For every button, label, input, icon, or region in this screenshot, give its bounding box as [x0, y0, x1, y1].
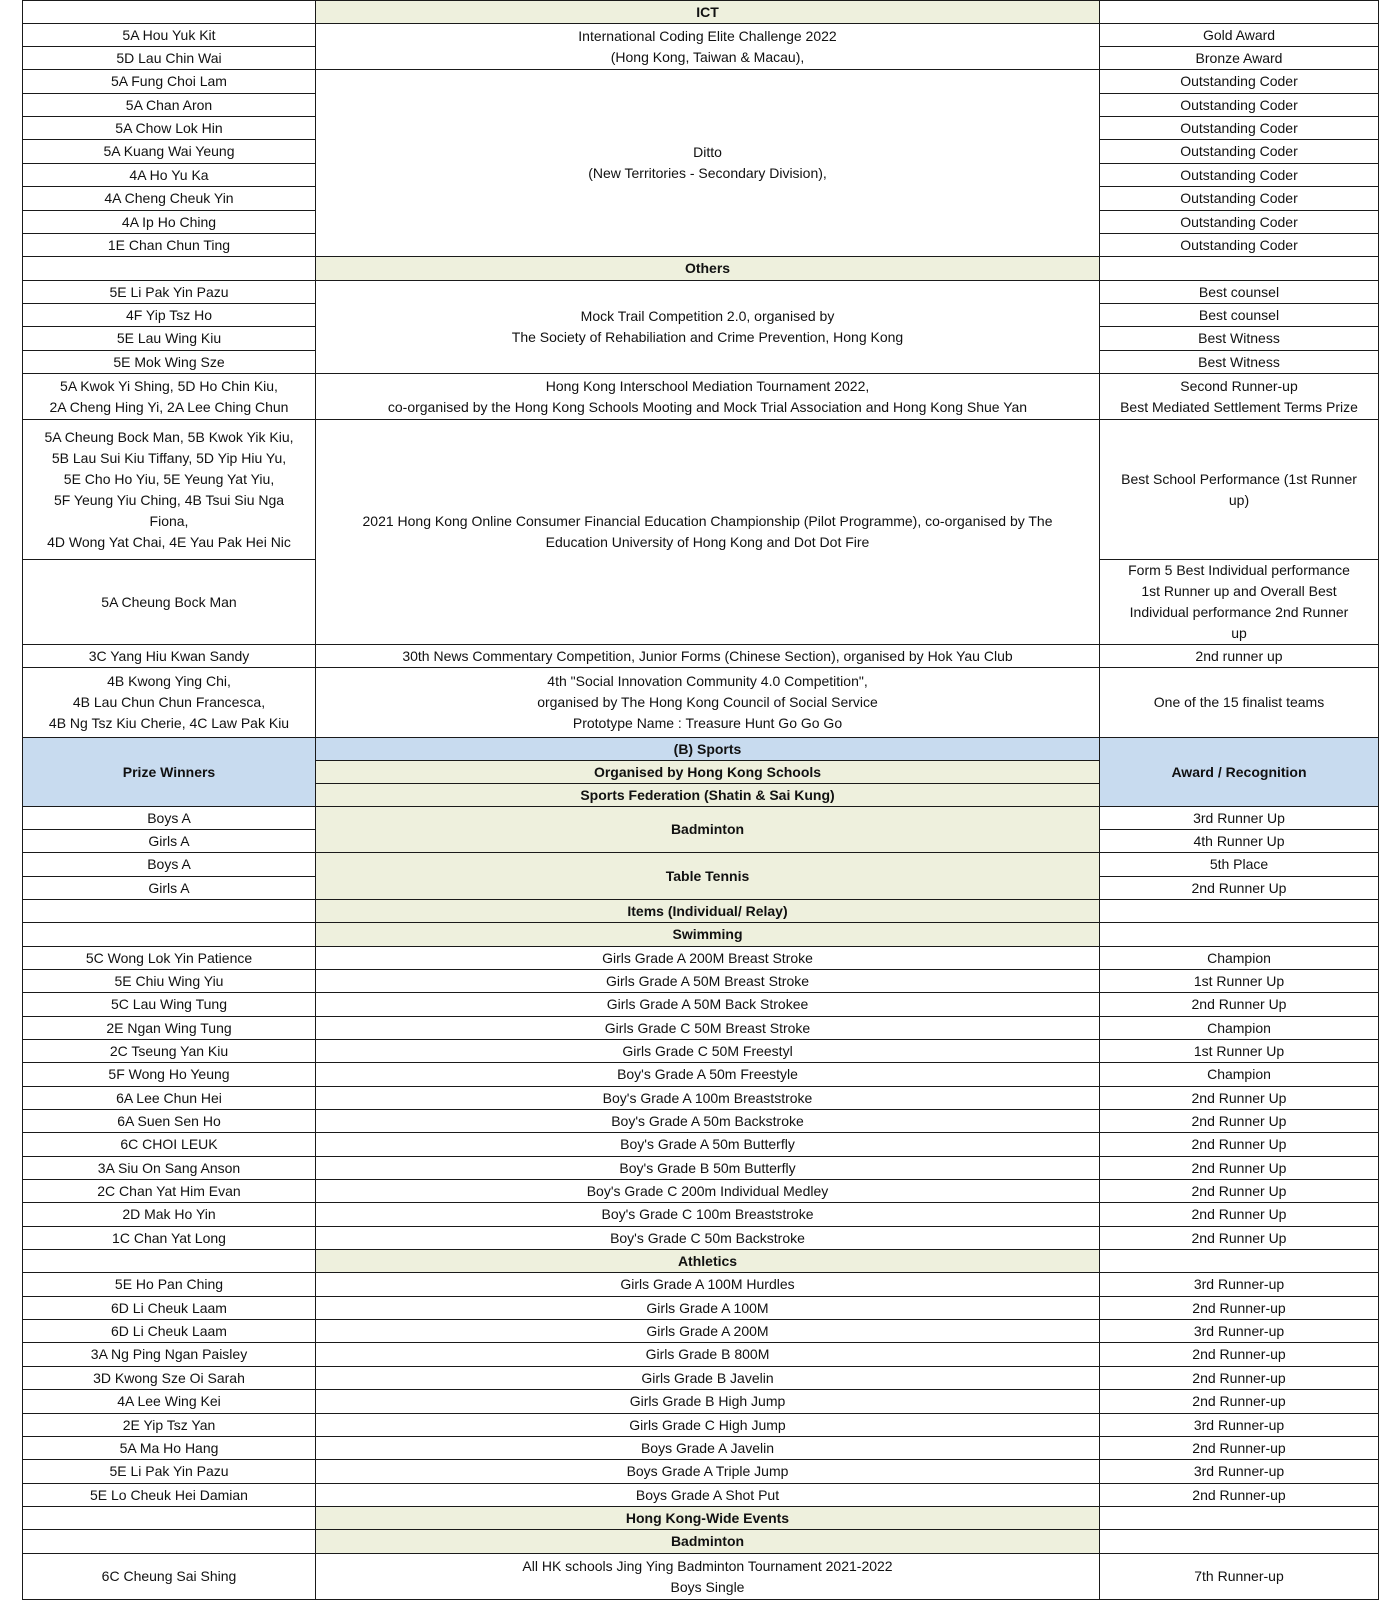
awards-table [22, 0, 1379, 1600]
table-row [23, 1320, 1379, 1343]
table-row [23, 923, 1379, 947]
table-row [23, 993, 1379, 1017]
table-cell: 2nd Runner Up [1100, 1227, 1379, 1250]
table-cell: (B) Sports [316, 738, 1100, 761]
table-cell: 2nd Runner-up [1100, 1484, 1379, 1507]
table-row [23, 1297, 1379, 1320]
table-row [23, 738, 1379, 761]
table-cell: 3A Siu On Sang Anson [23, 1157, 316, 1180]
table-cell: Outstanding Coder [1100, 164, 1379, 187]
table-cell: 2nd Runner-up [1100, 1367, 1379, 1390]
table-row [23, 807, 1379, 830]
table-cell: 5E Lo Cheuk Hei Damian [23, 1484, 316, 1507]
table-cell: Girls Grade A 50M Breast Stroke [316, 970, 1100, 993]
table-cell: Best Witness [1100, 351, 1379, 374]
table-cell: Others [316, 257, 1100, 281]
table-cell: 5E Li Pak Yin Pazu [23, 281, 316, 304]
table-cell: Outstanding Coder [1100, 140, 1379, 164]
table-cell: Second Runner-up Best Mediated Settlement Terms Prize [1100, 374, 1379, 420]
table-cell: Hong Kong Interschool Mediation Tournament 2022, co-organised by the Hong Kong Schools Mooting and Mock Trial Association and Hong Kong Shue Yan [316, 374, 1100, 420]
table-cell: Girls Grade B Javelin [316, 1367, 1100, 1390]
table-cell: Boy's Grade A 100m Breaststroke [316, 1087, 1100, 1110]
table-cell: Girls Grade A 200M Breast Stroke [316, 947, 1100, 970]
table-cell: Badminton [316, 807, 1100, 853]
table-cell: 2nd runner up [1100, 645, 1379, 668]
table-cell: Best Witness [1100, 327, 1379, 351]
table-cell: Form 5 Best Individual performance 1st Runner up and Overall Best Individual performance 2nd Runner up [1100, 560, 1379, 645]
table-cell: 4B Kwong Ying Chi, 4B Lau Chun Chun Francesca, 4B Ng Tsz Kiu Cherie, 4C Law Pak Kiu [23, 668, 316, 738]
table-cell: Gold Award [1100, 24, 1379, 47]
table-row [23, 1180, 1379, 1203]
table-cell: 4A Ip Ho Ching [23, 211, 316, 234]
table-row [23, 1414, 1379, 1437]
table-cell: Items (Individual/ Relay) [316, 900, 1100, 923]
table-row [23, 1554, 1379, 1600]
table-cell: 5E Lau Wing Kiu [23, 327, 316, 351]
table-cell [1100, 1, 1379, 24]
table-row [23, 374, 1379, 420]
table-cell: 3rd Runner-up [1100, 1460, 1379, 1484]
table-row [23, 668, 1379, 738]
table-row [23, 281, 1379, 304]
table-row [23, 1, 1379, 24]
table-cell: Hong Kong-Wide Events [316, 1507, 1100, 1530]
table-row [23, 1460, 1379, 1484]
table-cell: Organised by Hong Kong Schools [316, 761, 1100, 784]
table-row [23, 1250, 1379, 1273]
table-cell: 5A Kwok Yi Shing, 5D Ho Chin Kiu, 2A Cheng Hing Yi, 2A Lee Ching Chun [23, 374, 316, 420]
table-row [23, 1390, 1379, 1414]
table-cell: 1C Chan Yat Long [23, 1227, 316, 1250]
table-cell: 2nd Runner Up [1100, 993, 1379, 1017]
table-cell: 1st Runner Up [1100, 1040, 1379, 1063]
table-cell: Girls Grade A 100M Hurdles [316, 1273, 1100, 1297]
table-cell: 6D Li Cheuk Laam [23, 1297, 316, 1320]
table-cell: 2nd Runner Up [1100, 1203, 1379, 1227]
table-cell: International Coding Elite Challenge 2022 (Hong Kong, Taiwan & Macau), [316, 24, 1100, 70]
table-cell: 5A Cheung Bock Man, 5B Kwok Yik Kiu, 5B Lau Sui Kiu Tiffany, 5D Yip Hiu Yu, 5E Cho Ho Yiu, 5E Yeung Yat Yiu, 5F Yeung Yiu Ching, 4B Tsui Siu Nga Fiona, 4D Wong Yat Chai, 4E Yau Pak Hei Nic [23, 420, 316, 560]
table-cell [1100, 923, 1379, 947]
table-row [23, 24, 1379, 47]
table-cell: 2E Ngan Wing Tung [23, 1017, 316, 1040]
table-row [23, 1087, 1379, 1110]
table-cell: 2nd Runner-up [1100, 1437, 1379, 1460]
table-cell: 3A Ng Ping Ngan Paisley [23, 1343, 316, 1367]
table-cell: Best counsel [1100, 304, 1379, 327]
table-row [23, 970, 1379, 993]
table-cell [1100, 1250, 1379, 1273]
table-cell: 6D Li Cheuk Laam [23, 1320, 316, 1343]
table-cell: Boy's Grade C 100m Breaststroke [316, 1203, 1100, 1227]
table-row [23, 1484, 1379, 1507]
table-cell: 3rd Runner-up [1100, 1414, 1379, 1437]
table-cell: Badminton [316, 1530, 1100, 1554]
table-cell: 3rd Runner-up [1100, 1273, 1379, 1297]
table-cell: 3rd Runner Up [1100, 807, 1379, 830]
table-cell: Sports Federation (Shatin & Sai Kung) [316, 784, 1100, 807]
table-cell: Award / Recognition [1100, 738, 1379, 807]
table-row [23, 1133, 1379, 1157]
table-cell: 5E Chiu Wing Yiu [23, 970, 316, 993]
table-cell [23, 257, 316, 281]
table-cell: Girls A [23, 877, 316, 900]
table-cell: 6C CHOI LEUK [23, 1133, 316, 1157]
table-cell: Champion [1100, 1063, 1379, 1087]
table-cell: 1st Runner Up [1100, 970, 1379, 993]
table-cell: 5A Chow Lok Hin [23, 117, 316, 140]
table-row [23, 1507, 1379, 1530]
table-cell: Outstanding Coder [1100, 187, 1379, 211]
table-row [23, 1157, 1379, 1180]
table-cell: Outstanding Coder [1100, 70, 1379, 94]
table-cell: 2D Mak Ho Yin [23, 1203, 316, 1227]
table-cell: 6C Cheung Sai Shing [23, 1554, 316, 1600]
table-cell [23, 1250, 316, 1273]
table-cell: 4F Yip Tsz Ho [23, 304, 316, 327]
table-cell: Ditto (New Territories - Secondary Division), [316, 70, 1100, 257]
table-cell [23, 1, 316, 24]
table-cell [1100, 257, 1379, 281]
table-cell: 4A Cheng Cheuk Yin [23, 187, 316, 211]
table-cell: 5E Li Pak Yin Pazu [23, 1460, 316, 1484]
table-cell: Outstanding Coder [1100, 234, 1379, 257]
table-cell: Boy's Grade C 50m Backstroke [316, 1227, 1100, 1250]
table-row [23, 70, 1379, 94]
table-row [23, 853, 1379, 877]
table-cell: Girls Grade B 800M [316, 1343, 1100, 1367]
table-row [23, 1367, 1379, 1390]
table-cell: Boy's Grade B 50m Butterfly [316, 1157, 1100, 1180]
table-row [23, 1530, 1379, 1554]
table-cell: 5th Place [1100, 853, 1379, 877]
table-cell: 2nd Runner Up [1100, 1087, 1379, 1110]
table-cell: Girls Grade B High Jump [316, 1390, 1100, 1414]
table-cell: Girls Grade A 100M [316, 1297, 1100, 1320]
table-cell: 1E Chan Chun Ting [23, 234, 316, 257]
table-row [23, 1437, 1379, 1460]
table-cell: 5A Cheung Bock Man [23, 560, 316, 645]
table-row [23, 1227, 1379, 1250]
table-cell: 5A Ma Ho Hang [23, 1437, 316, 1460]
table-cell: ICT [316, 1, 1100, 24]
table-cell: 5A Kuang Wai Yeung [23, 140, 316, 164]
table-cell: 5C Lau Wing Tung [23, 993, 316, 1017]
table-cell: 2nd Runner Up [1100, 1110, 1379, 1133]
table-row [23, 900, 1379, 923]
table-cell: 2nd Runner Up [1100, 1157, 1379, 1180]
table-cell: Boy's Grade A 50m Backstroke [316, 1110, 1100, 1133]
table-row [23, 257, 1379, 281]
table-cell: Prize Winners [23, 738, 316, 807]
table-cell: Outstanding Coder [1100, 94, 1379, 117]
table-cell: Best counsel [1100, 281, 1379, 304]
table-cell: Swimming [316, 923, 1100, 947]
table-cell: Girls Grade C 50M Freestyl [316, 1040, 1100, 1063]
table-cell: Boys Grade A Triple Jump [316, 1460, 1100, 1484]
table-cell [1100, 900, 1379, 923]
table-cell [23, 900, 316, 923]
table-cell: 5A Fung Choi Lam [23, 70, 316, 94]
table-cell: 2nd Runner-up [1100, 1297, 1379, 1320]
table-cell [1100, 1507, 1379, 1530]
table-row [23, 1343, 1379, 1367]
table-cell: Best School Performance (1st Runner up) [1100, 420, 1379, 560]
table-cell: 5E Mok Wing Sze [23, 351, 316, 374]
table-cell: Outstanding Coder [1100, 211, 1379, 234]
table-cell: 6A Suen Sen Ho [23, 1110, 316, 1133]
table-cell: Bronze Award [1100, 47, 1379, 70]
table-row [23, 1110, 1379, 1133]
table-cell: 6A Lee Chun Hei [23, 1087, 316, 1110]
table-cell: 5A Hou Yuk Kit [23, 24, 316, 47]
table-cell: 5D Lau Chin Wai [23, 47, 316, 70]
table-cell: 4A Lee Wing Kei [23, 1390, 316, 1414]
table-cell: 2021 Hong Kong Online Consumer Financial Education Championship (Pilot Programme), co-organised by The Education University of Hong Kong and Dot Dot Fire [316, 420, 1100, 645]
table-cell: 7th Runner-up [1100, 1554, 1379, 1600]
table-cell: 4th "Social Innovation Community 4.0 Competition", organised by The Hong Kong Council of Social Service Prototype Name : Treasure Hunt Go Go Go [316, 668, 1100, 738]
table-cell: 4A Ho Yu Ka [23, 164, 316, 187]
table-cell: Boys A [23, 807, 316, 830]
table-cell: Girls Grade A 200M [316, 1320, 1100, 1343]
table-row [23, 1040, 1379, 1063]
table-row [23, 947, 1379, 970]
table-cell: Girls Grade A 50M Back Strokee [316, 993, 1100, 1017]
table-row [23, 420, 1379, 560]
table-cell: Boys Grade A Shot Put [316, 1484, 1100, 1507]
table-cell: 5F Wong Ho Yeung [23, 1063, 316, 1087]
table-cell [23, 923, 316, 947]
table-cell [23, 1530, 316, 1554]
table-cell: 2nd Runner-up [1100, 1343, 1379, 1367]
table-cell: 5C Wong Lok Yin Patience [23, 947, 316, 970]
table-cell: Girls Grade C 50M Breast Stroke [316, 1017, 1100, 1040]
table-cell: 2nd Runner Up [1100, 877, 1379, 900]
table-cell: One of the 15 finalist teams [1100, 668, 1379, 738]
table-cell: Girls A [23, 830, 316, 853]
table-cell: 2nd Runner-up [1100, 1390, 1379, 1414]
table-cell: 30th News Commentary Competition, Junior Forms (Chinese Section), organised by Hok Yau Club [316, 645, 1100, 668]
awards-table-body [23, 1, 1379, 1600]
table-cell: Mock Trail Competition 2.0, organised by The Society of Rehabiliation and Crime Prevention, Hong Kong [316, 281, 1100, 374]
table-cell: Athletics [316, 1250, 1100, 1273]
table-cell: All HK schools Jing Ying Badminton Tournament 2021-2022 Boys Single [316, 1554, 1100, 1600]
table-row [23, 1203, 1379, 1227]
table-cell: Table Tennis [316, 853, 1100, 900]
table-cell: Outstanding Coder [1100, 117, 1379, 140]
table-cell: 2nd Runner Up [1100, 1133, 1379, 1157]
table-cell: Boy's Grade C 200m Individual Medley [316, 1180, 1100, 1203]
table-cell: Boy's Grade A 50m Butterfly [316, 1133, 1100, 1157]
table-row [23, 1273, 1379, 1297]
table-cell: 5E Ho Pan Ching [23, 1273, 316, 1297]
table-cell: 3D Kwong Sze Oi Sarah [23, 1367, 316, 1390]
table-cell: 2C Chan Yat Him Evan [23, 1180, 316, 1203]
table-cell: 4th Runner Up [1100, 830, 1379, 853]
table-cell: Champion [1100, 1017, 1379, 1040]
table-cell: 2C Tseung Yan Kiu [23, 1040, 316, 1063]
table-row [23, 1063, 1379, 1087]
table-cell: Boy's Grade A 50m Freestyle [316, 1063, 1100, 1087]
table-cell: Boys A [23, 853, 316, 877]
table-cell: 2nd Runner Up [1100, 1180, 1379, 1203]
table-cell: Girls Grade C High Jump [316, 1414, 1100, 1437]
table-cell [1100, 1530, 1379, 1554]
table-cell: 2E Yip Tsz Yan [23, 1414, 316, 1437]
table-cell [23, 1507, 316, 1530]
table-cell: Boys Grade A Javelin [316, 1437, 1100, 1460]
table-cell: 3C Yang Hiu Kwan Sandy [23, 645, 316, 668]
table-cell: 5A Chan Aron [23, 94, 316, 117]
table-cell: 3rd Runner-up [1100, 1320, 1379, 1343]
table-row [23, 645, 1379, 668]
table-cell: Champion [1100, 947, 1379, 970]
table-row [23, 1017, 1379, 1040]
